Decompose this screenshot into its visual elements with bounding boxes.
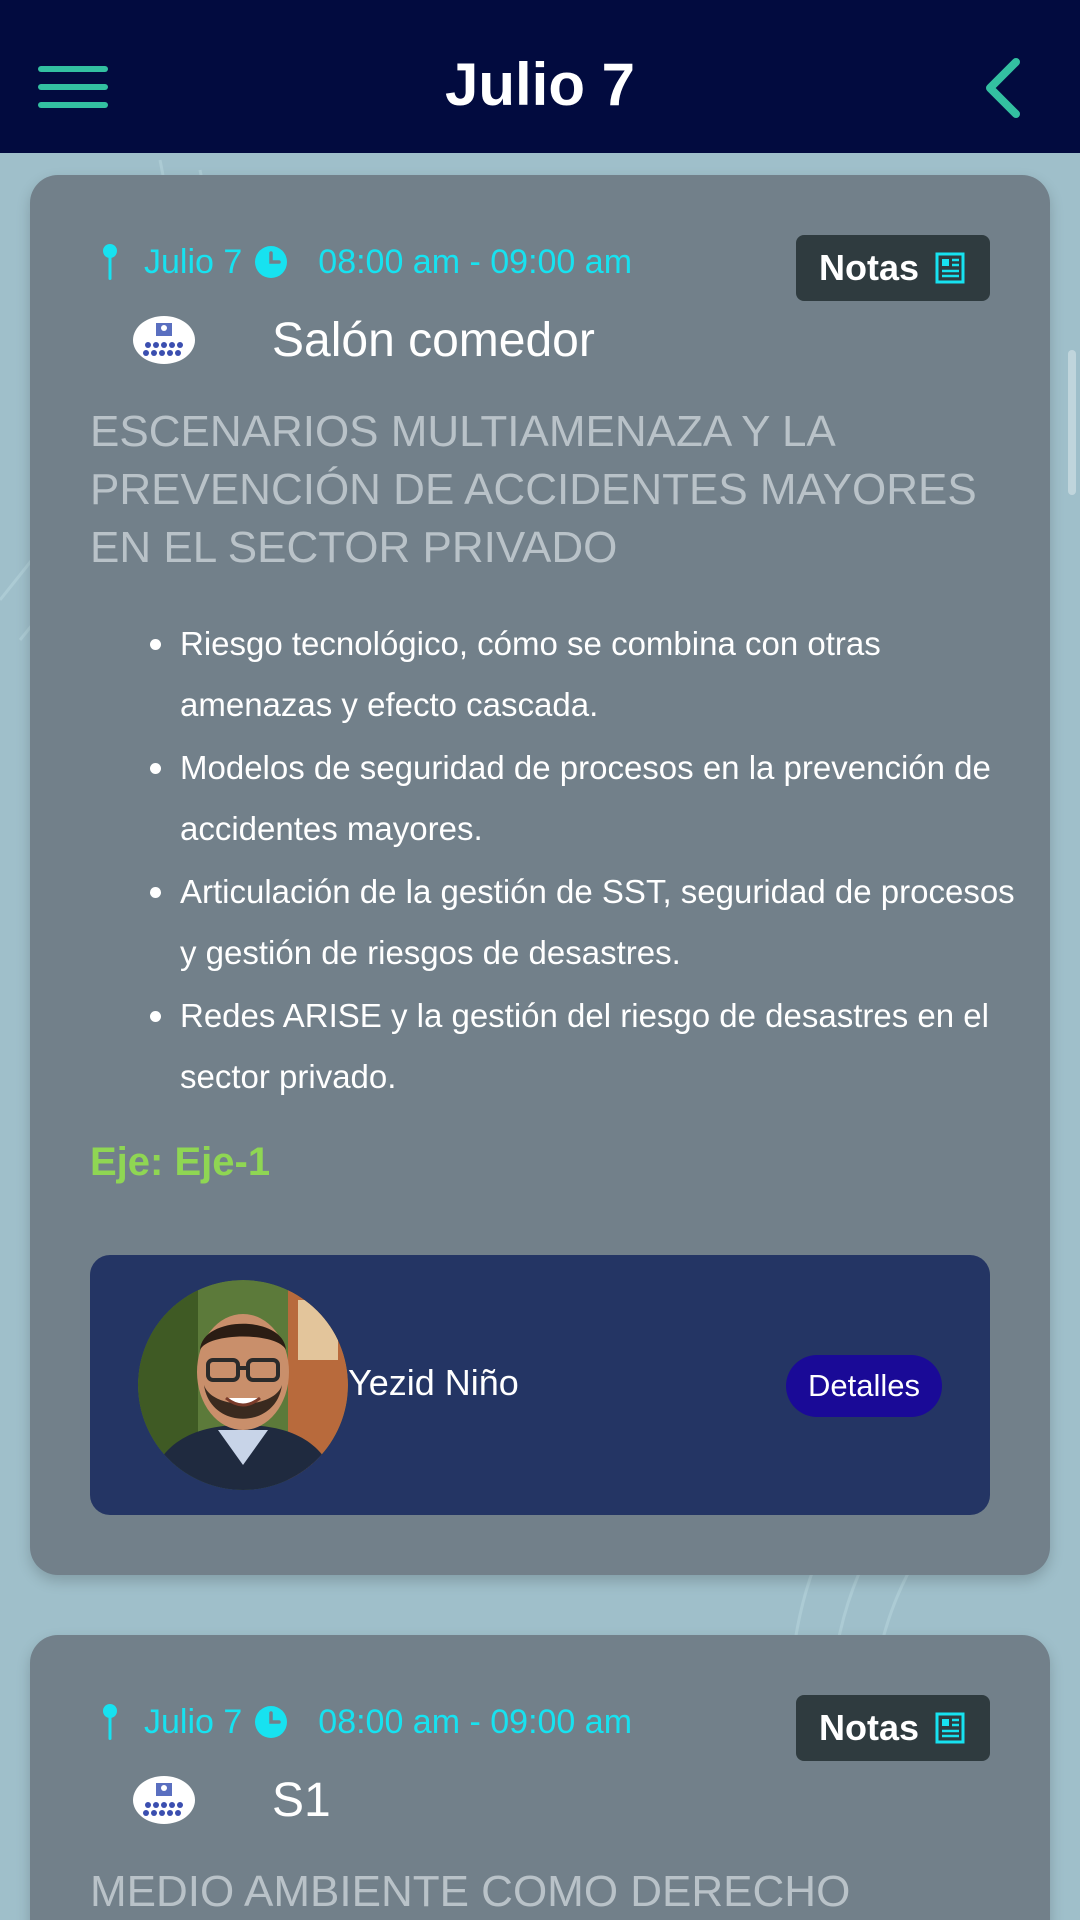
event-card xyxy=(30,175,1050,1575)
details-button[interactable]: Detalles xyxy=(786,1355,942,1417)
event-time: 08:00 am - 09:00 am xyxy=(318,1702,633,1741)
list-item: Riesgo tecnológico, cómo se combina con otras amenazas y efecto cascada. xyxy=(180,613,1040,735)
venue-logo-icon xyxy=(132,315,196,365)
avatar xyxy=(138,1280,348,1490)
scrollbar[interactable] xyxy=(1068,350,1076,495)
list-item: Redes ARISE y la gestión del riesgo de desastres en el sector privado. xyxy=(180,985,1040,1107)
chevron-left-icon[interactable] xyxy=(980,56,1024,120)
event-title: MEDIO AMBIENTE COMO DERECHO xyxy=(90,1867,851,1916)
hamburger-menu-icon[interactable] xyxy=(38,64,110,112)
event-title: ESCENARIOS MULTIAMENAZA Y LA PREVENCIÓN DE ACCIDENTES MAYORES EN EL SECTOR PRIVADO xyxy=(90,407,977,572)
speaker-name: Yezid Niño xyxy=(348,1362,519,1403)
event-meta xyxy=(100,237,632,287)
venue-row xyxy=(100,1765,331,1835)
notes-button[interactable] xyxy=(796,235,990,301)
event-meta xyxy=(100,1697,632,1747)
event-date: Julio 7 xyxy=(144,1702,243,1741)
top-app-bar xyxy=(0,0,1080,153)
location-pin-icon xyxy=(100,242,120,282)
page-title: Julio 7 xyxy=(444,51,636,118)
venue-name: S1 xyxy=(272,1773,331,1827)
axis-label: Eje: Eje-1 xyxy=(90,1140,271,1184)
event-time: 08:00 am - 09:00 am xyxy=(318,242,633,281)
newspaper-icon xyxy=(933,251,967,285)
list-item: Modelos de seguridad de procesos en la prevención de accidentes mayores. xyxy=(180,737,1040,859)
location-pin-icon xyxy=(100,1702,120,1742)
venue-row xyxy=(100,305,595,375)
clock-icon xyxy=(254,1705,288,1739)
clock-icon xyxy=(254,245,288,279)
notes-label: Notas xyxy=(818,247,920,288)
newspaper-icon xyxy=(933,1711,967,1745)
list-item: Articulación de la gestión de SST, seguridad de procesos y gestión de riesgos de desastres. xyxy=(180,861,1040,983)
speaker-card[interactable] xyxy=(90,1255,990,1515)
topics-list xyxy=(180,613,1040,1109)
event-date: Julio 7 xyxy=(144,242,243,281)
venue-logo-icon xyxy=(132,1775,196,1825)
notes-button[interactable] xyxy=(796,1695,990,1761)
venue-name: Salón comedor xyxy=(272,313,595,367)
event-card xyxy=(30,1635,1050,1920)
notes-label: Notas xyxy=(818,1707,920,1748)
